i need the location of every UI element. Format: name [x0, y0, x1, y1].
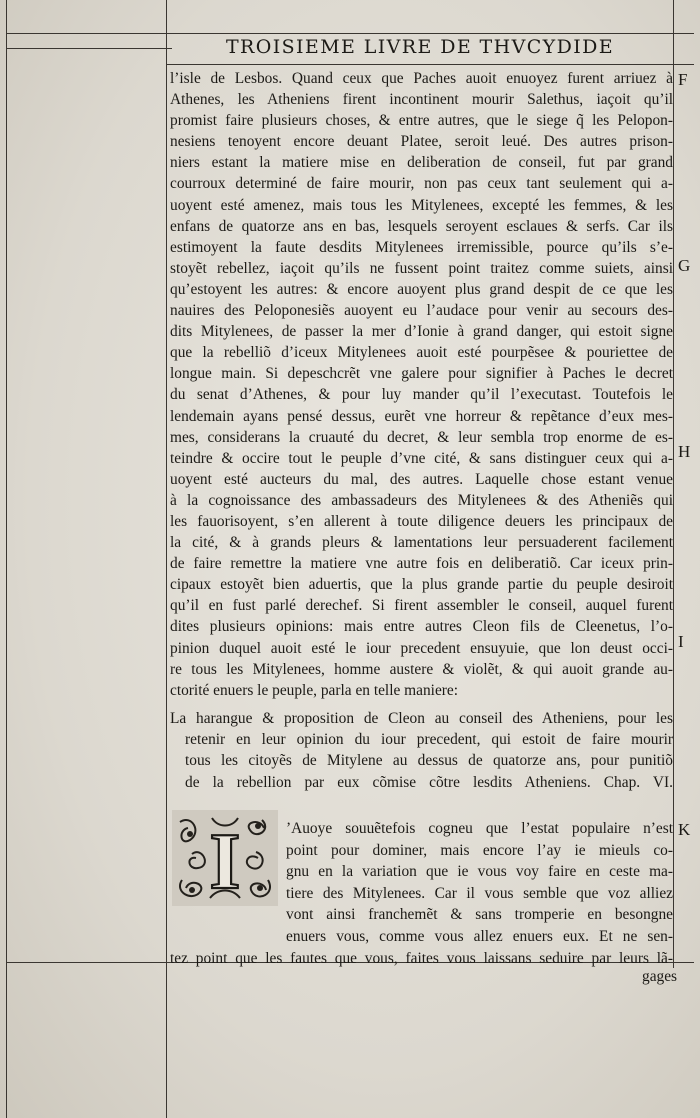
text-line: tiere des Mitylenees. Car il vous semble que voz alliez	[286, 884, 673, 902]
margin-letter-f: F	[678, 70, 688, 89]
text-line: uoyent esté aucteurs du mal, des autres. Laquelle chose estant venue	[170, 470, 673, 488]
text-line: mes, considerans la cruauté du decret, & leur sembla trop enorme de es-	[170, 428, 673, 446]
text-line: stoyẽt rebellez, iaçoit qu’ils ne fussent point traitez comme suiets, ainsi	[170, 259, 673, 277]
text-line: enuers vous, comme vous allez enuers eux. Et ne sen-	[286, 927, 673, 945]
margin-letter-i: I	[678, 632, 684, 651]
text-line: niers estant la matiere mise en deliberation de conseil, fut par grand	[170, 154, 673, 172]
text-line: la cité, & à grands pleurs & lamentations leur persuaderent facilement	[170, 534, 673, 552]
chapter-heading-line: de la rebellion par eux cõmise cõtre lesdits Atheniens. Chap. VI.	[185, 773, 673, 791]
text-line: les fauorisoyent, s’en allerent à toute diligence deuers les principaux de	[170, 512, 673, 530]
chapter-heading-line: La harangue & proposition de Cleon au conseil des Atheniens, pour les	[170, 710, 673, 727]
text-line: Athenes, les Atheniens firent incontinent mourir Salethus, iaçoit qu’il	[170, 91, 673, 109]
page-frame-rule-left	[6, 0, 7, 1118]
text-line: longue main. Si depeschcrẽt vne galere pour signifier à Paches le decret	[170, 365, 673, 383]
text-line: qu’il en fust parlé derechef. Si firent assembler le conseil, auquel furent	[170, 597, 673, 615]
text-line: point pour dominer, mais encore l’ay ie mieuls co-	[286, 841, 673, 859]
text-line: tez point que les fautes que vous, faites vous laissans seduire par leurs lã-	[170, 949, 673, 967]
margin-rule-top	[6, 48, 172, 49]
text-line: cipaux estoyẽt bien aduertis, que la plus grande partie du peuple desiroit	[170, 576, 673, 594]
text-line: uoyent esté amenez, mais tous les Mitylenees, excepté les femmes, & les	[170, 196, 673, 214]
text-line: à la cognoissance des ambassadeurs des Mitylenees & des Atheniẽs qui	[170, 491, 673, 509]
chapter-heading-line: retenir en leur opinion du iour precedent, qui estoit de faire mourir	[185, 731, 673, 749]
margin-letter-k: K	[678, 820, 691, 839]
text-line: lendemain ayans pensé dessus, eurẽt vne horreur & repẽtance d’eux mes-	[170, 407, 673, 425]
text-column-rule-right	[673, 0, 674, 968]
text-line: teindre & occire tout le peuple d’vne cité, & sans distinguer ceux qui a-	[170, 449, 673, 467]
text-line: dites plusieurs opinions: mais entre autres Cleon fils de Cleenetus, l’o-	[170, 618, 673, 636]
text-line: ctorité enuers le peuple, parla en telle maniere:	[170, 681, 459, 699]
margin-letter-g: G	[678, 256, 691, 275]
text-line: pinion duquel auoit esté le iour precedent ensuyuie, que lon deust occi-	[170, 639, 673, 657]
text-line: de faire remettre la matiere vne autre fois en deliberatiõ. Car iceux prin-	[170, 555, 673, 573]
text-line: l’isle de Lesbos. Quand ceux que Paches auoit enuoyez furent arriuez à	[170, 70, 673, 87]
text-line: gnu en la variation que ie vous voy faire en ceste ma-	[286, 863, 673, 881]
text-line: du senat d’Athenes, & pour luy mander qu’il l’executast. Toutefois le	[170, 386, 673, 404]
text-line: promist faire plusieurs choses, & entre autres, que le siege q̃ les Pelopon-	[170, 112, 673, 130]
oration-text	[170, 818, 673, 969]
text-line: re tous les Mitylenees, homme austere & violẽt, & qui auoit grande au-	[170, 660, 673, 678]
text-line: courroux determiné de faire mourir, non pas ceux tant seulement qui a-	[170, 175, 673, 193]
text-line: que la rebelliõ d’iceux Mitylenees auoit esté pourpẽsee & pouriettee de	[170, 344, 673, 362]
header-rule-top	[6, 33, 694, 34]
text-line: enfans de quatorze ans en bas, lesquels seroyent esclaues & serfs. Car ils	[170, 217, 673, 235]
header-rule-bottom	[166, 64, 694, 65]
drop-cap-letter: I	[209, 818, 241, 906]
text-line: dits Mitylenees, de passer la mer d’Ionie à grand danger, qui estoit signe	[170, 323, 673, 341]
running-head: TROISIEME LIVRE DE THVCYDIDE	[225, 36, 615, 58]
text-column-rule-left	[166, 0, 167, 1118]
body-text	[170, 68, 673, 701]
catchword: gages	[642, 968, 678, 985]
text-line: ’Auoye souuẽtefois cogneu que l’estat populaire n’est	[286, 820, 673, 837]
chapter-heading	[170, 708, 673, 793]
text-line: estimoyent la faute desdits Mitylenees irremissible, pource qu’ils s’e-	[170, 238, 673, 256]
text-line: nesiens tenoyent encore deuant Platee, seroit leué. Des autres prison-	[170, 133, 673, 151]
margin-letter-h: H	[678, 442, 691, 461]
text-line: vont ainsi franchemẽt & sans tromperie en besongne	[286, 906, 673, 924]
chapter-heading-line: tous les citoyẽs de Mitylene au dessus de quatorze ans, pour punitiõ	[185, 752, 673, 770]
text-line: nauires des Peloponesiẽs auoyent eu l’audace pour venir au secours des-	[170, 302, 673, 320]
text-line: qu’estoyent les autres: & encore auoyent plus grand despit de ce que les	[170, 280, 673, 298]
